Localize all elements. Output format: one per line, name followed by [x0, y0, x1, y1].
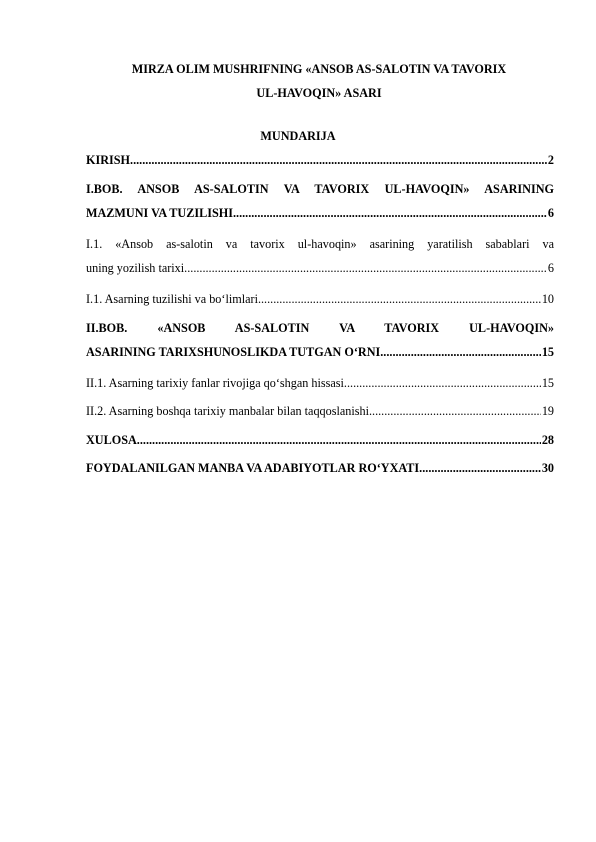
toc-entry-page: 28: [541, 433, 554, 447]
toc-entry-title-line-1: I.1. «Ansob as-salotin va tavorix ul-havoqin» asarining yaratilish sabablari va: [86, 237, 554, 251]
toc-entry-section-1-1b[interactable]: [86, 287, 554, 311]
toc-entry-title-line-2: ASARINING TARIXSHUNOSLIKDA TUTGAN O‘RNI: [86, 345, 381, 359]
toc-entry-page: 6: [547, 206, 554, 220]
toc-entry-page: 15: [541, 376, 554, 390]
toc-entry-page: 10: [541, 292, 554, 306]
dot-leader: [137, 428, 541, 452]
toc-entry-page: 19: [541, 404, 554, 418]
toc-entry-chapter-2[interactable]: [86, 316, 554, 364]
toc-entry-page: 30: [541, 461, 554, 475]
toc-entry-title: II.2. Asarning boshqa tarixiy manbalar bilan taqqoslanishi: [86, 404, 369, 418]
document-title: [84, 57, 554, 105]
toc-entry-page: 15: [541, 345, 554, 359]
toc-entry-page: 2: [547, 153, 554, 167]
toc-entry-references[interactable]: [86, 456, 554, 480]
toc-entry-chapter-1[interactable]: [86, 177, 554, 225]
contents-heading: MUNDARIJA: [260, 129, 336, 143]
toc-entry-section-2-1[interactable]: [86, 371, 554, 395]
toc-entry-title: II.1. Asarning tarixiy fanlar rivojiga qo‘shgan hissasi: [86, 376, 344, 390]
dot-leader: [344, 371, 541, 395]
toc-entry-title-line-2: MAZMUNI VA TUZILISHI: [86, 206, 233, 220]
toc-entry-title-line-2: uning yozilish tarixi: [86, 261, 185, 275]
toc-entry-page: 6: [547, 261, 554, 275]
title-line-2: UL-HAVOQIN» ASARI: [256, 86, 382, 100]
dot-leader: [369, 399, 541, 423]
dot-leader: [233, 201, 547, 225]
toc-entry-title: XULOSA: [86, 433, 137, 447]
dot-leader: [130, 148, 547, 172]
toc-entry-xulosa[interactable]: [86, 428, 554, 452]
title-line-1: MIRZA OLIM MUSHRIFNING «ANSOB AS-SALOTIN VA TAVORIX: [131, 62, 507, 76]
dot-leader: [184, 256, 547, 280]
toc-entry-title-line-1: I.BOB. ANSOB AS-SALOTIN VA TAVORIX UL-HAVOQIN» ASARINING: [86, 182, 554, 196]
dot-leader: [419, 456, 541, 480]
toc-entry-title: I.1. Asarning tuzilishi va bo‘limlari: [86, 292, 258, 306]
toc-entry-title-line-1: II.BOB. «ANSOB AS-SALOTIN VA TAVORIX UL-HAVOQIN»: [86, 321, 554, 335]
toc-entry-title: FOYDALANILGAN MANBA VA ADABIYOTLAR RO‘YXATI: [86, 461, 420, 475]
toc-entry-kirish[interactable]: [86, 148, 554, 172]
toc-entry-section-2-2[interactable]: [86, 399, 554, 423]
toc-entry-section-1-1a[interactable]: [86, 232, 554, 280]
dot-leader: [380, 340, 541, 364]
toc-entry-title: KIRISH: [86, 153, 131, 167]
dot-leader: [258, 287, 541, 311]
